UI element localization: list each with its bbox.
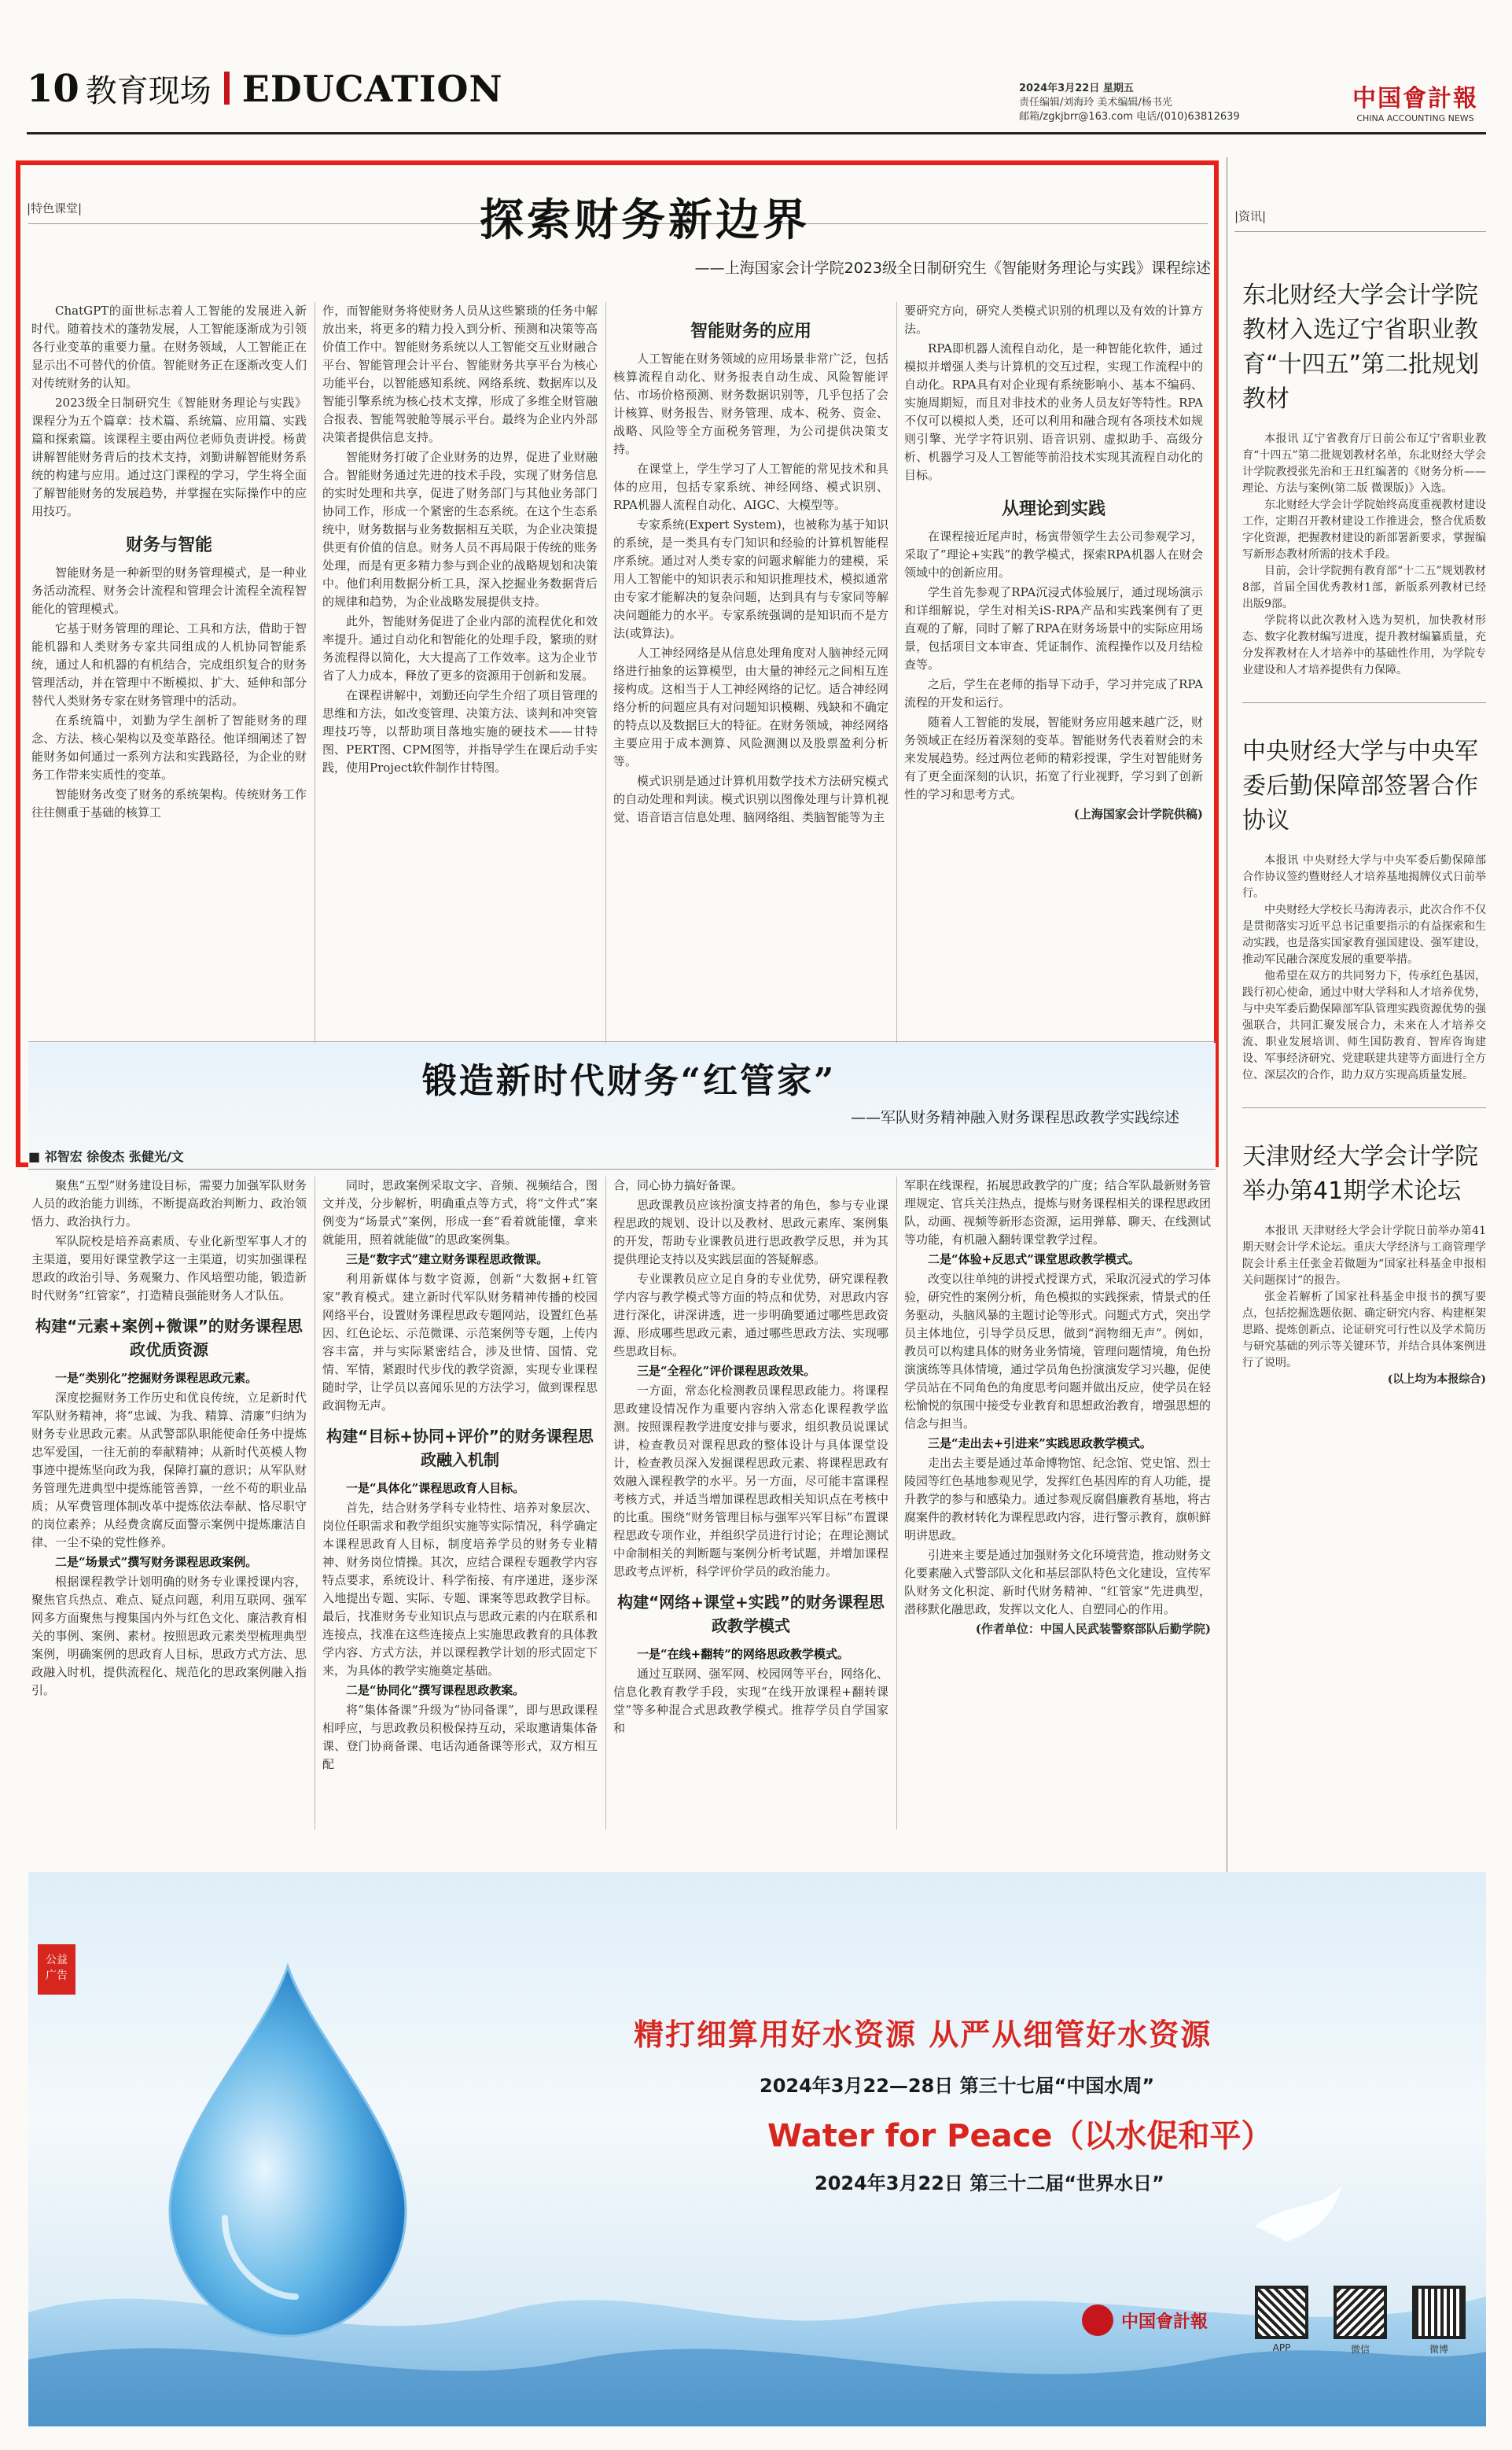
qr-wechat[interactable] — [1334, 2286, 1387, 2356]
feature-column-4 — [904, 302, 1203, 1151]
paragraph: RPA即机器人流程自动化，是一种智能化软件，通过模拟并增强人类与计算机的交互过程，实现工作流程中的自动化。RPA具有对企业现有系统影响小、基本不编码、实施周期短，而且对非技术的业务人员友好等特性。RPA不仅可以模拟人类，还可以利用和融合现有各项技术如规则引擎、光学字符识别、语音识别、虚拟助手、高级分析、机器学习及人工智能等前沿技术实现其流程自动化的目标。 — [904, 341, 1203, 482]
contact: 邮箱/zgkjbrr@163.com 电话/(010)63812639 — [1019, 111, 1240, 123]
paragraph: 2023级全日制研究生《智能财务理论与实践》课程分为五个篇章：技术篇、系统篇、应用篇、实践篇和探索篇。该课程主要由两位老师负责讲授。杨黄讲解智能财务背后的技术支持，刘勤讲解智能财务系统的构建与应用。通过这门课程的学习，学生将全面了解智能财务的发展趋势，并掌握在实际操作中的应用技巧。 — [31, 396, 307, 518]
qr-label: 微博 — [1429, 2344, 1448, 2355]
ad-logo-text: 中国會計報 — [1121, 2311, 1208, 2332]
section-name-en: EDUCATION — [241, 68, 503, 110]
paragraph: 合，同心协力搞好备课。 — [613, 1178, 744, 1192]
paragraph: 此外，智能财务促进了企业内部的流程优化和效率提升。通过自动化和智能化的处理手段，繁琐的财务流程得以简化，大大提高了工作效率。这为企业节省了人力成本，释放了更多的资源用于创新和发展。 — [322, 614, 598, 683]
masthead-en: CHINA ACCOUNTING NEWS — [1356, 113, 1474, 123]
column-rule — [605, 302, 606, 1151]
qr-app[interactable] — [1255, 2286, 1308, 2356]
news-title: 中央财经大学与中央军委后勤保障部签署合作协议 — [1242, 738, 1478, 834]
lead-sentence: 一是“在线+翻转”的网络思政教学模式。 — [637, 1647, 849, 1661]
paragraph: 人工智能在财务领域的应用场景非常广泛，包括核算流程自动化、财务报表自动生成、风险智能评估、市场价格预测、财务数据识别等，几乎包括了会计核算、财务报告、财务管理、成本、税务、资金、战略、风险等全方面税务管理，为公司提供决策支持。 — [613, 352, 888, 456]
subheading: 智能财务的应用 — [690, 322, 811, 341]
column-rule — [605, 1177, 606, 1829]
news-item — [1242, 1140, 1486, 1388]
column-rule — [896, 302, 897, 1151]
qr-code-icon — [1334, 2286, 1387, 2339]
paragraph: 智能财务是一种新型的财务管理模式，是一种业务活动流程、财务会计流程和管理会计流程全流程智能化的管理模式。 — [31, 566, 307, 616]
page-header — [27, 66, 503, 111]
lead-sentence: 三是“走出去+引进来”实践思政教学模式。 — [928, 1436, 1152, 1450]
subheading: 构建“元素+案例+微课”的财务课程思政优质资源 — [35, 1317, 303, 1359]
paragraph: 引进来主要是通过加强财务文化环境营造，推动财务文化要素融入式警部队文化和基层部队特色文化建设，宣传军队财务文化积淀、新时代财务精神、“红管家”先进典型，潜移默化融思政，发挥以文化人、自塑同心的作用。 — [904, 1548, 1211, 1616]
paragraph: 人工神经网络是从信息处理角度对人脑神经元网络进行抽象的运算模型，由大量的神经元之间相互连接构成。这相当于人工神经网络的记忆。适合神经网络分析的问题应具有对问题知识模糊、残缺和不确定的特点以及数据巨大的特征。在财务领域，神经网络主要应用于成本测算、风险测测以及股票盈利分析等。 — [613, 646, 888, 768]
section-name-cn: 教育现场 — [85, 73, 212, 109]
army-column-1 — [31, 1177, 307, 1829]
paragraph: 中央财经大学校长马海涛表示，此次合作不仅是贯彻落实习近平总书记重要指示的有益探索和生动实践，也是落实国家教育强国建设、强军建设，推动军民融合深度发展的重要举措。 — [1242, 904, 1486, 966]
paragraph: 在系统篇中，刘勤为学生剖析了智能财务的理念、方法、核心架构以及变革路径。他详细阐述了智能财务如何通过一系列方法和实践路径，为企业的财务工作带来实质性的变革。 — [31, 713, 307, 782]
ad-footer-logo — [1082, 2304, 1208, 2336]
ad-slogan: 精打细算用好水资源 从严从细管好水资源 — [634, 2017, 1212, 2052]
qr-weibo[interactable] — [1412, 2286, 1466, 2356]
paragraph: 一方面，常态化检测教员课程思政能力。将课程思政建设情况作为重要内容纳入常态化课程教学监测。按照课程教学进度安排与要求，组织教员说课试讲，检查教员对课程思政的整体设计与具体课堂设计，检查教员深入发掘课程思政元素、将课程思政有效融入课程教学的水平。另一方面，尽可能丰富课程考核方式，并适当增加课程思政相关知识点在考核中的比重。围绕“财务管理目标与强军兴军目标”布置课程思政专项作业，并组织学员进行讨论；在理论测试中命制相关的判断题与案例分析考试题，并增加课程思政考点评析，科学评价学员的政治能力。 — [613, 1383, 888, 1579]
news-divider — [1242, 1107, 1486, 1108]
paragraph: 作，而智能财务将使财务人员从这些繁琐的任务中解放出来，将更多的精力投入到分析、预测和决策等高价值工作中。智能财务系统以人工智能交互业财融合平台、智能管理会计平台、智能财务共享平台为核心功能平台，以智能感知系统、网络系统、数据库以及智能引擎系统为核心技术支撑，形成了多维全财管融合报表、智能驾驶舱等展示平台。最终为企业内外部决策者提供信息支持。 — [322, 304, 598, 444]
paragraph: 专业课教员应立足自身的专业优势，研究课程教学内容与教学模式等方面的特点和优势，对思政内容进行深化，讲深讲透，进一步明确要通过哪些思政资源、形成哪些思政元素，通过哪些思政方法、实现哪些思政目标。 — [613, 1272, 888, 1358]
lead-sentence: 二是“体验+反思式”课堂思政教学模式。 — [928, 1252, 1140, 1266]
masthead-cn: 中国會計報 — [1352, 85, 1478, 112]
author-note: (作者单位：中国人民武装警察部队后勤学院) — [975, 1622, 1211, 1636]
qr-label: 微信 — [1350, 2344, 1370, 2355]
paragraph: 本报讯 中央财经大学与中央军委后勤保障部合作协议签约暨财经人才培养基地揭牌仪式日前举行。 — [1242, 854, 1486, 900]
paragraph: 专家系统(Expert System)，也被称为基于知识的系统，是一类具有专门知识和经验的计算机智能程序系统。通过对人类专家的问题求解能力的建模，采用人工智能中的知识表示和知识推理技术，模拟通常由专家才能解决的复杂问题，达到具有与专家同等解决问题能力的水平。专家系统强调的是知识而不是方法(或算法)。 — [613, 518, 888, 640]
paragraph: 之后，学生在老师的指导下动手，学习并完成了RPA流程的开发和运行。 — [904, 677, 1203, 709]
ad-water-day: 2024年3月22日 第三十二届“世界水日” — [815, 2172, 1164, 2194]
page-number: 10 — [27, 67, 79, 111]
news-item — [1242, 735, 1486, 1084]
subheading: 从理论到实践 — [1001, 499, 1105, 519]
paragraph: 走出去主要是通过革命博物馆、纪念馆、党史馆、烈士陵园等红色基地参观见学，发挥红色基因库的育人功能，提升教学的参与和感染力。通过参观反腐倡廉教育基地，将古腐案件的教材转化为课程思政内容，进行警示教育，旗帜鲜明讲思政。 — [904, 1456, 1211, 1542]
army-title-block — [157, 1052, 1101, 1103]
subheading: 构建“目标+协同+评价”的财务课程思政融入机制 — [326, 1427, 594, 1469]
feature-column-2 — [322, 302, 598, 1151]
feature-column-1 — [31, 302, 307, 1151]
paragraph: 东北财经大学会计学院始终高度重视教材建设工作，定期召开教材建设工作推进会，整合优质数字化资源，把握教材建设的新部署新要求，掌握编写新形态教材所需的技术手段。 — [1242, 499, 1486, 561]
news-item — [1242, 278, 1486, 679]
feature-tag: |特色课堂| — [27, 201, 83, 216]
paragraph: 聚焦“五型”财务建设目标，需要力加强军队财务人员的政治能力训练，不断提高政治判断力、政治领悟力、政治执行力。 — [31, 1178, 307, 1229]
lead-sentence: 二是“协同化”撰写课程思政教案。 — [346, 1683, 525, 1697]
column-rule — [896, 1177, 897, 1829]
paragraph: 在课程讲解中，刘勤还向学生介绍了项目管理的思维和方法，如改变管理、决策方法、谈判和冲突管理技巧等，以帮助项目落地实施的硬技术——甘特图、PERT图、CPM图等，并指导学生在课后动手实践，使用Project软件制作甘特图。 — [322, 688, 598, 775]
paragraph: 同时，思政案例采取文字、音频、视频结合，图文并茂，分步解析，明确重点等方式，将“文件式”案例变为“场景式”案例，形成一套“看着就能懂，拿来就能用，照着就能做”的思政案例集。 — [322, 1178, 598, 1247]
editors: 责任编辑/刘海玲 美术编辑/杨书光 — [1019, 97, 1172, 109]
paragraph: 思政课教员应该扮演支持者的角色，参与专业课程思政的规划、设计以及教材、思政元素库、案例集的开发，帮助专业课教员进行思政教学反思，并为其提供理论支持以及实践层面的答疑解惑。 — [613, 1198, 888, 1266]
paragraph: 智能财务打破了企业财务的边界，促进了业财融合。智能财务通过先进的技术手段，实现了财务信息的实时处理和共享，促进了财务部门与其他业务部门协同工作，形成一个紧密的生态系统。在这个生态系统中，财务数据与业务数据相互关联，为企业决策提供更有价值的信息。财务人员不再局限于传统的账务处理，而是有更多精力参与到企业的战略规划和决策中。他们利用数据分析工具，深入挖掘业务数据背后的规律和趋势，为企业战略发展提供支持。 — [322, 450, 598, 609]
paragraph: 将“集体备课”升级为“协同备课”，即与思政课程相呼应，与思政教员积极保持互动，采取邀请集体备课、登门协商备课、电话沟通备课等形式，双方相互配 — [322, 1703, 598, 1771]
sidebar-rule-top — [1234, 231, 1486, 232]
paragraph: 张金若解析了国家社科基金申报书的撰写要点，包括挖掘选题依据、确定研究内容、构建框架思路、提炼创新点、论证研究可行性以及学术简历与研究基础的列示等关键环节，并结合具体案例进行了说明。 — [1242, 1291, 1486, 1369]
paragraph: 利用新媒体与数字资源，创新“大数据+红管家”教育模式。建立新时代军队财务精神传播的校园网络平台，设置财务课程思政专题网站，设置红色基因、红色论坛、示范微课、示范案例等专题，上传内容丰富，并与实际紧密结合，涉及世情、国情、党情、军情，紧跟时代步伐的教学资源，实现专业课程随时学，让学员以喜闻乐见的方法学习，做到课程思政润物无声。 — [322, 1272, 598, 1413]
paragraph: 深度挖掘财务工作历史和优良传统，立足新时代军队财务精神，将“忠诚、为我、精算、清廉”归纳为财务专业思政元素。从武警部队职能使命任务中提炼忠军爱国，一往无前的奉献精神；从新时代英模人物事迹中提炼坚向政为我，保障打赢的意识；从军队财务管理先进典型中提炼能管善算，一丝不苟的职业品质；从军费管理体制改革中提炼依法奉献、恪尽职守的岗位素养；从经费贪腐反面警示案例中提炼廉洁自律、一尘不染的党性修养。 — [31, 1391, 307, 1549]
paragraph: 学院将以此次教材入选为契机，加快教材形态、数字化教材编写进度，提升教材编纂质量，充分发挥教材在人才培养中的基础性作用，为学院专业建设和人才培养提供有力保障。 — [1242, 614, 1486, 676]
issue-date: 2024年3月22日 星期五 — [1019, 83, 1134, 94]
paragraph: 目前，会计学院拥有教育部“十二五”规划教材8部，首届全国优秀教材1部，新版系列教材已经出版9部。 — [1242, 565, 1486, 610]
paragraph: 改变以往单纯的讲授式授课方式，采取沉浸式的学习体验，研究性的案例分析，角色模拟的实践探索，情景式的任务驱动，头脑风暴的主题讨论等形式。问题式方式，突出学员主体地位，引导学员反思，做到“润物细无声”。例如，教员可以构建具体的财务业务情境，管理问题情境，角色扮演演练等具体情境，通过学员角色扮演演发学习兴趣，促使学员站在不同角色的角度思考问题并做出反应，使学员在轻松愉悦的氛围中接受专业教育和思想政治教育，增强思想的信念与担当。 — [904, 1272, 1211, 1431]
lead-sentence: 三是“全程化”评价课程思政效果。 — [637, 1364, 816, 1378]
army-column-4 — [904, 1177, 1211, 1829]
section-divider — [224, 72, 230, 105]
subheading: 财务与智能 — [125, 536, 212, 555]
header-rule — [27, 132, 1486, 134]
feature-title: 探索财务新边界 — [480, 194, 810, 246]
army-title: 锻造新时代财务“红管家” — [421, 1061, 837, 1101]
source-note: (以上均为本报综合) — [1387, 1373, 1486, 1386]
ad-badge-line: 公益 — [46, 1954, 68, 1966]
army-column-2 — [322, 1177, 598, 1829]
paragraph: 在课堂上，学生学习了人工智能的常见技术和具体的应用，包括专家系统、神经网络、模式识别、RPA机器人流程自动化、AIGC、大模型等。 — [613, 462, 888, 512]
news-title: 天津财经大学会计学院举办第41期学术论坛 — [1242, 1143, 1478, 1205]
paragraph: 它基于财务管理的理论、工具和方法，借助于智能机器和人类财务专家共同组成的人机协同智能系统，通过人和机器的有机结合，完成组织复合的财务管理活动，并在管理中不断模拟、扩大、延伸和部分替代人类财务专家在财务管理中的活动。 — [31, 621, 307, 708]
source-note: (上海国家会计学院供稿) — [1073, 807, 1203, 821]
paragraph: 他希望在双方的共同努力下，传承红色基因，践行初心使命，通过中财大学科和人才培养优势，与中央军委后勤保障部军队管理实践资源优势的强强联合，共同汇聚发展合力，未来在人才培养交流、职业发展培训、师生国防教育、智库咨询建设、军事经济研究、党建联建共建等方面进行全方位、深层次的合作，助力双方实现高质量发展。 — [1242, 970, 1486, 1081]
paragraph: 首先，结合财务学科专业特性、培养对象层次、岗位任职需求和教学组织实施等实际情况，科学确定本课程思政育人目标，制度培养学员的财务专业精神、财务岗位情操。其次，应结合课程专题教学内容特点要求，系统设计、科学衔接、有序递进，逐步深入地提出专题、实际、专题、课案等思政教学目标。最后，找准财务专业知识点与思政元素的内在联系和连接点，找准在这些连接点上实施思政教育的具体教学内容、方式方法，并以课程教学计划的形式固定下来，为具体的教学实施奠定基础。 — [322, 1501, 598, 1678]
paragraph: 学生首先参观了RPA沉浸式体验展厅，通过现场演示和详细解说，学生对相关iS-RPA产品和实践案例有了更直观的了解，同时了解了RPA在财务场景中的实际应用场景，包括项目文本审查、凭证制作、流程操作以及月结检查等。 — [904, 585, 1203, 672]
paragraph: 要研究方向，研究人类模式识别的机理以及有效的计算方法。 — [904, 304, 1203, 336]
qr-code-icon — [1255, 2286, 1308, 2339]
paragraph: 在课程接近尾声时，杨寅带领学生去公司参观学习，采取了“理论+实践”的教学模式，探索RPA机器人在财会领域中的创新应用。 — [904, 529, 1203, 580]
lead-sentence: 二是“场景式”撰写财务课程思政案例。 — [55, 1555, 258, 1569]
army-author: ■ 祁智宏 徐俊杰 张健光/文 — [28, 1149, 184, 1164]
paragraph: 军职在线课程，拓展思政教学的广度；结合军队最新财务管理规定、官兵关注热点，提炼与财务课程相关的课程思政团队，动画、视频等新形态资源，运用弹幕、聊天、在线测试等功能，有机融入翻转课堂教学过程。 — [904, 1178, 1211, 1247]
sidebar-tag: |资讯| — [1234, 209, 1267, 223]
masthead — [1352, 79, 1478, 123]
ad-badge-line: 广告 — [46, 1969, 68, 1982]
paragraph: 通过互联网、强军网、校园网等平台，网络化、信息化教育教学手段，实现“在线开放课程+翻转课堂”等多种混合式思政教学模式。推荐学员自学国家和 — [613, 1667, 888, 1735]
qr-codes — [1255, 2286, 1466, 2356]
public-service-ad — [28, 1872, 1486, 2426]
qr-code-icon — [1412, 2286, 1466, 2339]
lead-sentence: 一是“类别化”挖掘财务课程思政元素。 — [55, 1371, 258, 1385]
lead-sentence: 一是“具体化”课程思政育人目标。 — [346, 1481, 525, 1495]
ad-badge — [38, 1944, 75, 1995]
sidebar-news — [1242, 278, 1486, 1899]
news-divider — [1242, 702, 1486, 703]
feature-title-block — [236, 186, 1054, 249]
ad-water-week: 2024年3月22—28日 第三十七届“中国水周” — [760, 2075, 1155, 2097]
subheading: 构建“网络+课堂+实践”的财务课程思政教学模式 — [617, 1593, 885, 1635]
feature-subtitle: ——上海国家会计学院2023级全日制研究生《智能财务理论与实践》课程综述 — [694, 260, 1211, 277]
lead-sentence: 三是“数字式”建立财务课程思政微课。 — [346, 1252, 549, 1266]
paragraph: 随着人工智能的发展，智能财务应用越来越广泛，财务领域正在经历着深刻的变革。智能财务代表着财会的未来发展趋势。经过两位老师的精彩授课，学生对智能财务有了更全面深刻的认识，拓宽了行业视野，学习到了创新性的学习和思考方式。 — [904, 715, 1203, 801]
paragraph: 智能财务改变了财务的系统架构。传统财务工作往往侧重于基础的核算工 — [31, 787, 307, 820]
paragraph: 本报讯 辽宁省教育厅日前公布辽宁省职业教育“十四五”第二批规划教材名单，东北财经大学会计学院教授张先治和王丑红编著的《财务分析——理论、方法与案例(第二版 微课版)》入选。 — [1242, 433, 1486, 495]
feature-column-3 — [613, 302, 888, 1151]
header-info — [1019, 82, 1326, 124]
army-rule-top — [28, 1041, 1216, 1042]
paragraph: ChatGPT的面世标志着人工智能的发展进入新时代。随着技术的蓬勃发展，人工智能逐渐成为引领各行业变革的重要力量。在财务领域，人工智能正在显示出不可替代的价值。智能财务正在逐渐改变人们对传统财务的认知。 — [31, 304, 307, 390]
ad-theme: Water for Peace（以水促和平） — [767, 2118, 1273, 2154]
army-subtitle: ——军队财务精神融入财务课程思政教学实践综述 — [850, 1109, 1179, 1126]
paragraph: 本报讯 天津财经大学会计学院日前举办第41期天财会计学术论坛。重庆大学经济与工商管理学院会计系主任张金若做题为“国家社科基金申报相关问题探讨”的报告。 — [1242, 1225, 1486, 1287]
paragraph: 军队院校是培养高素质、专业化新型军事人才的主渠道，要用好课堂教学这一主渠道，切实加强课程思政的政治引导、务观聚力、作风培塑功能，锻造新时代财务“红管家”，打造精良强能财务人才队伍。 — [31, 1234, 307, 1302]
army-rule-byline — [28, 1169, 1216, 1170]
army-column-3 — [613, 1177, 888, 1829]
paragraph: 模式识别是通过计算机用数学技术方法研究模式的自动处理和判读。模式识别以图像处理与计算机视觉、语音语言信息处理、脑网络组、类脑智能等为主 — [613, 774, 888, 824]
news-title: 东北财经大学会计学院教材入选辽宁省职业教育“十四五”第二批规划教材 — [1242, 282, 1480, 413]
paragraph: 根据课程教学计划明确的财务专业课授课内容，聚焦官兵热点、难点、疑点问题，利用互联网、强军网多方面聚焦与搜集国内外与红色文化、廉洁教育相关的事例、案例、素材。按照思政元素类型梳理典型案例，明确案例的思政育人目标，思政方式方法、思政融入时机，提供流程化、规范化的思政案例融入指引。 — [31, 1575, 307, 1697]
newspaper-seal-icon — [1082, 2304, 1113, 2336]
qr-label: APP — [1272, 2342, 1291, 2353]
